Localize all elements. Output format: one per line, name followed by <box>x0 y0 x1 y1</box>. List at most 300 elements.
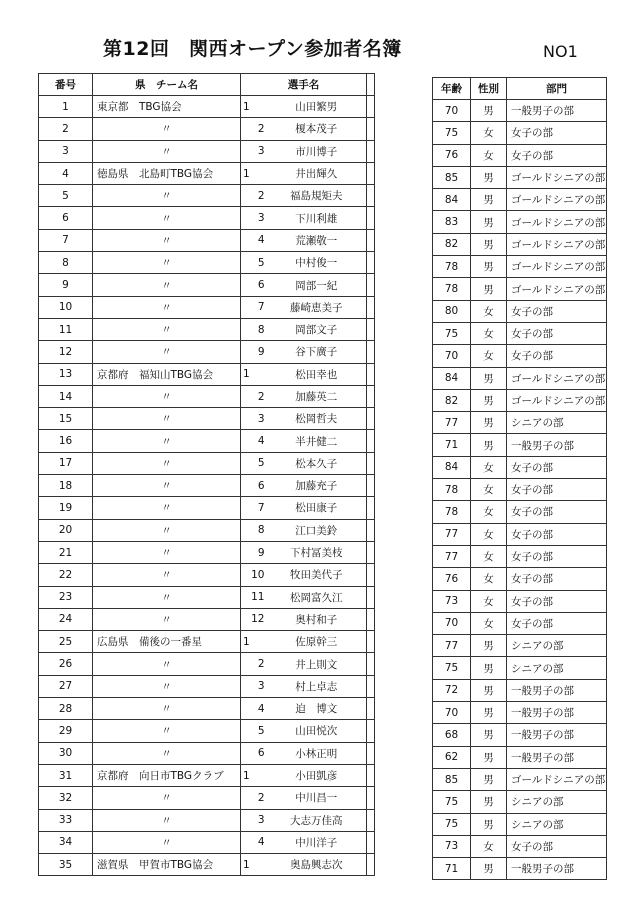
row-spacer <box>367 787 375 809</box>
table-row <box>39 274 375 296</box>
age: 77 <box>433 523 471 545</box>
row-number: 2 <box>39 118 93 140</box>
row-spacer <box>367 475 375 497</box>
table-row <box>39 854 375 876</box>
team-seq: 4 <box>241 430 267 452</box>
row-number: 33 <box>39 809 93 831</box>
table-row <box>39 140 375 162</box>
table-row <box>39 675 375 697</box>
team-name: 〃 <box>93 698 241 720</box>
sex: 男 <box>471 434 507 456</box>
sex: 女 <box>471 612 507 634</box>
team-name: 〃 <box>93 296 241 318</box>
sex: 男 <box>471 389 507 411</box>
team-seq: 1 <box>241 363 267 385</box>
document-title: 第12回 関西オープン参加者名簿 <box>103 38 402 60</box>
player-name: 藤崎恵美子 <box>267 296 367 318</box>
age: 83 <box>433 211 471 233</box>
sex: 男 <box>471 679 507 701</box>
age: 72 <box>433 679 471 701</box>
age: 75 <box>433 122 471 144</box>
row-number: 12 <box>39 341 93 363</box>
team-name: 京都府 福知山TBG協会 <box>93 363 241 385</box>
sex: 男 <box>471 858 507 880</box>
team-name: 〃 <box>93 831 241 853</box>
sex: 女 <box>471 590 507 612</box>
row-spacer <box>367 296 375 318</box>
division: 一般男子の部 <box>507 100 607 122</box>
player-name: 荒瀬敬一 <box>267 229 367 251</box>
player-name: 山田悦次 <box>267 720 367 742</box>
table-row <box>39 385 375 407</box>
team-seq: 7 <box>241 296 267 318</box>
player-name: 奥島興志次 <box>267 854 367 876</box>
player-name: 小林正明 <box>267 742 367 764</box>
player-name: 岡部一紀 <box>267 274 367 296</box>
player-name: 井出輝久 <box>267 162 367 184</box>
row-spacer <box>367 385 375 407</box>
age: 75 <box>433 791 471 813</box>
table-row <box>433 746 607 768</box>
age: 84 <box>433 367 471 389</box>
row-spacer <box>367 564 375 586</box>
table-row <box>433 568 607 590</box>
table-row <box>39 764 375 786</box>
player-name: 松岡哲夫 <box>267 408 367 430</box>
team-seq: 7 <box>241 497 267 519</box>
participant-table-left <box>38 73 375 876</box>
team-seq: 2 <box>241 118 267 140</box>
team-name: 〃 <box>93 742 241 764</box>
table-row <box>39 252 375 274</box>
table-row <box>39 809 375 831</box>
sex: 女 <box>471 456 507 478</box>
team-name: 〃 <box>93 140 241 162</box>
team-name: 〃 <box>93 185 241 207</box>
table-row <box>433 657 607 679</box>
team-name: 〃 <box>93 519 241 541</box>
team-seq: 1 <box>241 96 267 118</box>
age: 75 <box>433 813 471 835</box>
row-number: 22 <box>39 564 93 586</box>
row-spacer <box>367 631 375 653</box>
team-name: 〃 <box>93 274 241 296</box>
team-seq: 9 <box>241 341 267 363</box>
team-seq: 3 <box>241 809 267 831</box>
table-row <box>433 256 607 278</box>
row-spacer <box>367 430 375 452</box>
row-spacer <box>367 96 375 118</box>
row-number: 8 <box>39 252 93 274</box>
sex: 男 <box>471 657 507 679</box>
row-number: 28 <box>39 698 93 720</box>
row-number: 17 <box>39 452 93 474</box>
row-spacer <box>367 675 375 697</box>
team-name: 京都府 向日市TBGクラブ <box>93 764 241 786</box>
team-name: 〃 <box>93 653 241 675</box>
sex: 女 <box>471 835 507 857</box>
table-row <box>39 608 375 630</box>
row-spacer <box>367 497 375 519</box>
team-seq: 11 <box>241 586 267 608</box>
table-row <box>433 144 607 166</box>
division: シニアの部 <box>507 412 607 434</box>
row-spacer <box>367 185 375 207</box>
age: 76 <box>433 144 471 166</box>
age: 70 <box>433 702 471 724</box>
team-name: 〃 <box>93 809 241 831</box>
player-name: 中村俊一 <box>267 252 367 274</box>
team-name: 〃 <box>93 318 241 340</box>
table-row <box>433 501 607 523</box>
table-row <box>39 430 375 452</box>
row-number: 9 <box>39 274 93 296</box>
table-row <box>433 791 607 813</box>
division: ゴールドシニアの部 <box>507 389 607 411</box>
player-name: 奥村和子 <box>267 608 367 630</box>
team-name: 〃 <box>93 385 241 407</box>
division: ゴールドシニアの部 <box>507 256 607 278</box>
table-row <box>39 452 375 474</box>
player-name: 大志万佳高 <box>267 809 367 831</box>
table-row <box>433 590 607 612</box>
header-division: 部門 <box>507 78 607 100</box>
table-row <box>433 412 607 434</box>
row-spacer <box>367 452 375 474</box>
team-name: 〃 <box>93 541 241 563</box>
player-name: 下村冨美枝 <box>267 541 367 563</box>
team-name: 〃 <box>93 675 241 697</box>
division: 女子の部 <box>507 568 607 590</box>
table-row <box>39 341 375 363</box>
team-seq: 10 <box>241 564 267 586</box>
team-name: 〃 <box>93 586 241 608</box>
table-row <box>39 363 375 385</box>
row-number: 24 <box>39 608 93 630</box>
team-seq: 3 <box>241 140 267 162</box>
team-name: 〃 <box>93 430 241 452</box>
division: 一般男子の部 <box>507 746 607 768</box>
division: 女子の部 <box>507 479 607 501</box>
division: ゴールドシニアの部 <box>507 233 607 255</box>
division: 女子の部 <box>507 456 607 478</box>
division: 女子の部 <box>507 144 607 166</box>
table-row <box>433 189 607 211</box>
division: 一般男子の部 <box>507 702 607 724</box>
team-name: 〃 <box>93 720 241 742</box>
row-number: 7 <box>39 229 93 251</box>
row-spacer <box>367 698 375 720</box>
table-row <box>39 229 375 251</box>
row-number: 31 <box>39 764 93 786</box>
table-row <box>433 233 607 255</box>
sex: 女 <box>471 479 507 501</box>
row-number: 10 <box>39 296 93 318</box>
player-name: 松本久子 <box>267 452 367 474</box>
team-name: 〃 <box>93 475 241 497</box>
player-name: 中川昌一 <box>267 787 367 809</box>
sex: 男 <box>471 813 507 835</box>
age: 73 <box>433 590 471 612</box>
team-seq: 2 <box>241 653 267 675</box>
row-number: 35 <box>39 854 93 876</box>
sex: 男 <box>471 791 507 813</box>
table-row <box>433 122 607 144</box>
table-row <box>39 742 375 764</box>
age: 78 <box>433 479 471 501</box>
row-spacer <box>367 809 375 831</box>
age: 85 <box>433 768 471 790</box>
division: 女子の部 <box>507 300 607 322</box>
row-number: 20 <box>39 519 93 541</box>
table-row <box>433 278 607 300</box>
player-name: 福島規矩夫 <box>267 185 367 207</box>
age: 71 <box>433 858 471 880</box>
row-number: 27 <box>39 675 93 697</box>
header-number: 番号 <box>39 74 93 96</box>
age: 71 <box>433 434 471 456</box>
row-spacer <box>367 854 375 876</box>
division: 一般男子の部 <box>507 724 607 746</box>
row-number: 30 <box>39 742 93 764</box>
table-row <box>433 479 607 501</box>
sex: 男 <box>471 724 507 746</box>
row-number: 29 <box>39 720 93 742</box>
age: 73 <box>433 835 471 857</box>
table-row <box>433 612 607 634</box>
team-seq: 4 <box>241 831 267 853</box>
age: 77 <box>433 412 471 434</box>
row-spacer <box>367 608 375 630</box>
row-spacer <box>367 341 375 363</box>
player-name: 村上卓志 <box>267 675 367 697</box>
table-row <box>433 523 607 545</box>
division: シニアの部 <box>507 791 607 813</box>
sex: 男 <box>471 211 507 233</box>
player-name: 岡部文子 <box>267 318 367 340</box>
table-row <box>39 475 375 497</box>
row-spacer <box>367 162 375 184</box>
player-name: 中川洋子 <box>267 831 367 853</box>
team-seq: 1 <box>241 631 267 653</box>
table-row <box>39 162 375 184</box>
team-seq: 9 <box>241 541 267 563</box>
team-name: 広島県 備後の一番星 <box>93 631 241 653</box>
age: 84 <box>433 456 471 478</box>
division: 女子の部 <box>507 590 607 612</box>
row-number: 23 <box>39 586 93 608</box>
team-seq: 3 <box>241 408 267 430</box>
team-name: 〃 <box>93 341 241 363</box>
division: 女子の部 <box>507 523 607 545</box>
table-row <box>433 858 607 880</box>
team-seq: 12 <box>241 608 267 630</box>
row-spacer <box>367 720 375 742</box>
sex: 女 <box>471 501 507 523</box>
player-name: 松田幸也 <box>267 363 367 385</box>
team-seq: 1 <box>241 854 267 876</box>
team-seq: 5 <box>241 252 267 274</box>
table-row <box>39 408 375 430</box>
sex: 女 <box>471 345 507 367</box>
player-name: 加藤英二 <box>267 385 367 407</box>
row-spacer <box>367 274 375 296</box>
team-name: 〃 <box>93 118 241 140</box>
player-name: 加藤充子 <box>267 475 367 497</box>
table-row <box>39 118 375 140</box>
division: シニアの部 <box>507 657 607 679</box>
team-name: 徳島県 北島町TBG協会 <box>93 162 241 184</box>
table-row <box>39 831 375 853</box>
table-row <box>433 211 607 233</box>
division: 女子の部 <box>507 835 607 857</box>
row-spacer <box>367 831 375 853</box>
team-name: 〃 <box>93 787 241 809</box>
sex: 男 <box>471 189 507 211</box>
age: 77 <box>433 635 471 657</box>
division: 女子の部 <box>507 122 607 144</box>
player-name: 榎本茂子 <box>267 118 367 140</box>
division: 女子の部 <box>507 322 607 344</box>
table-row <box>39 787 375 809</box>
division: ゴールドシニアの部 <box>507 166 607 188</box>
header-spacer <box>367 74 375 96</box>
team-name: 〃 <box>93 408 241 430</box>
team-seq: 8 <box>241 519 267 541</box>
table-row <box>39 586 375 608</box>
header-player-name: 選手名 <box>241 74 367 96</box>
team-name: 〃 <box>93 497 241 519</box>
team-seq: 2 <box>241 787 267 809</box>
table-row <box>433 768 607 790</box>
sex: 男 <box>471 256 507 278</box>
row-spacer <box>367 541 375 563</box>
table-row <box>39 318 375 340</box>
row-spacer <box>367 207 375 229</box>
row-number: 18 <box>39 475 93 497</box>
age: 70 <box>433 612 471 634</box>
age: 82 <box>433 389 471 411</box>
table-row <box>433 702 607 724</box>
sex: 男 <box>471 412 507 434</box>
row-spacer <box>367 118 375 140</box>
division: ゴールドシニアの部 <box>507 189 607 211</box>
row-number: 16 <box>39 430 93 452</box>
row-spacer <box>367 586 375 608</box>
division: 一般男子の部 <box>507 434 607 456</box>
row-spacer <box>367 229 375 251</box>
player-name: 井上則文 <box>267 653 367 675</box>
participant-table-right <box>432 77 607 880</box>
team-seq: 2 <box>241 385 267 407</box>
table-row <box>433 545 607 567</box>
row-number: 21 <box>39 541 93 563</box>
header-sex: 性別 <box>471 78 507 100</box>
sex: 男 <box>471 635 507 657</box>
age: 84 <box>433 189 471 211</box>
division: 女子の部 <box>507 345 607 367</box>
sex: 女 <box>471 523 507 545</box>
division: ゴールドシニアの部 <box>507 768 607 790</box>
row-number: 34 <box>39 831 93 853</box>
team-seq: 6 <box>241 475 267 497</box>
division: 一般男子の部 <box>507 858 607 880</box>
team-name: 〃 <box>93 564 241 586</box>
division: 一般男子の部 <box>507 679 607 701</box>
row-spacer <box>367 764 375 786</box>
division: シニアの部 <box>507 813 607 835</box>
sex: 女 <box>471 545 507 567</box>
player-name: 迫 博文 <box>267 698 367 720</box>
age: 78 <box>433 501 471 523</box>
row-spacer <box>367 318 375 340</box>
team-seq: 1 <box>241 162 267 184</box>
age: 77 <box>433 545 471 567</box>
table-row <box>39 207 375 229</box>
team-seq: 5 <box>241 720 267 742</box>
division: ゴールドシニアの部 <box>507 211 607 233</box>
row-number: 26 <box>39 653 93 675</box>
team-seq: 3 <box>241 675 267 697</box>
table-row <box>433 100 607 122</box>
division: 女子の部 <box>507 545 607 567</box>
team-seq: 1 <box>241 764 267 786</box>
player-name: 小田凱彦 <box>267 764 367 786</box>
row-number: 4 <box>39 162 93 184</box>
table-row <box>433 322 607 344</box>
age: 85 <box>433 166 471 188</box>
sex: 男 <box>471 100 507 122</box>
table-row <box>39 631 375 653</box>
age: 80 <box>433 300 471 322</box>
player-name: 佐原幹三 <box>267 631 367 653</box>
table-row <box>433 389 607 411</box>
team-seq: 6 <box>241 742 267 764</box>
row-number: 3 <box>39 140 93 162</box>
team-name: 〃 <box>93 207 241 229</box>
table-row <box>433 456 607 478</box>
division: シニアの部 <box>507 635 607 657</box>
table-row <box>39 497 375 519</box>
player-name: 市川博子 <box>267 140 367 162</box>
age: 78 <box>433 278 471 300</box>
sex: 女 <box>471 568 507 590</box>
sex: 女 <box>471 122 507 144</box>
division: ゴールドシニアの部 <box>507 367 607 389</box>
row-spacer <box>367 363 375 385</box>
player-name: 山田繁男 <box>267 96 367 118</box>
age: 75 <box>433 657 471 679</box>
player-name: 谷下廣子 <box>267 341 367 363</box>
sex: 男 <box>471 233 507 255</box>
team-seq: 8 <box>241 318 267 340</box>
table-row <box>39 185 375 207</box>
team-seq: 4 <box>241 229 267 251</box>
sex: 男 <box>471 367 507 389</box>
row-number: 25 <box>39 631 93 653</box>
team-name: 滋賀県 甲賀市TBG協会 <box>93 854 241 876</box>
row-spacer <box>367 408 375 430</box>
row-number: 6 <box>39 207 93 229</box>
table-row <box>39 519 375 541</box>
team-seq: 5 <box>241 452 267 474</box>
table-row <box>433 367 607 389</box>
team-name: 〃 <box>93 252 241 274</box>
age: 78 <box>433 256 471 278</box>
table-row <box>433 835 607 857</box>
table-row <box>433 813 607 835</box>
table-row <box>39 541 375 563</box>
